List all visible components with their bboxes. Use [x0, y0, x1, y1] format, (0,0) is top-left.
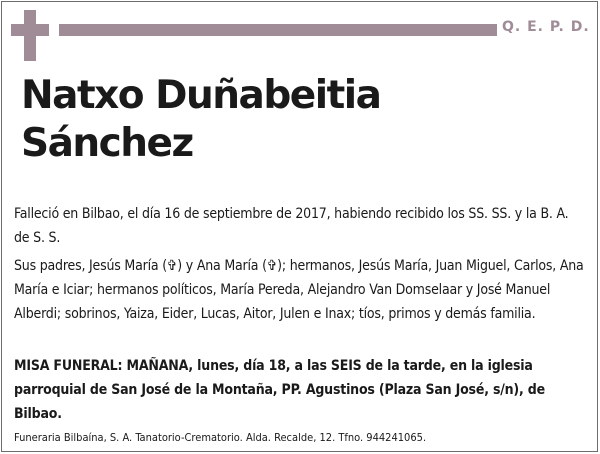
header-bar — [59, 24, 497, 36]
deceased-name — [21, 72, 581, 168]
deceased-name-line1: Natxo Duñabeitia — [21, 73, 381, 118]
qepd-label: Q. E. P. D. — [502, 19, 590, 35]
deceased-name-line2: Sánchez — [21, 121, 193, 166]
cross-icon — [11, 10, 49, 61]
funeral-text: MISA FUNERAL: MAÑANA, lunes, día 18, a las SEIS de la tarde, en la iglesia parroquial de San José de la Montaña, PP. Agustinos (Plaza San José, s/n), de Bilbao. — [14, 358, 545, 422]
family-text: Sus padres, Jesús María (✞) y Ana María (✞); hermanos, Jesús María, Juan Miguel, Carlos, Ana María e Iciar; hermanos políticos, María Pereda, Alejandro Van Domselaar y José Manuel Alberdi; sobrinos, Yaiza, Eider, Lucas, Aitor, Julen e Inax; tíos, primos y demás familia. — [14, 258, 584, 322]
death-notice-text: Falleció en Bilbao, el día 16 de septiembre de 2017, habiendo recibido los SS. SS. y la B. A. de S. S. — [14, 206, 569, 246]
funeral-home-text: Funeraria Bilbaína, S. A. Tanatorio-Crematorio. Alda. Recalde, 12. Tfno. 944241065. — [14, 431, 427, 444]
